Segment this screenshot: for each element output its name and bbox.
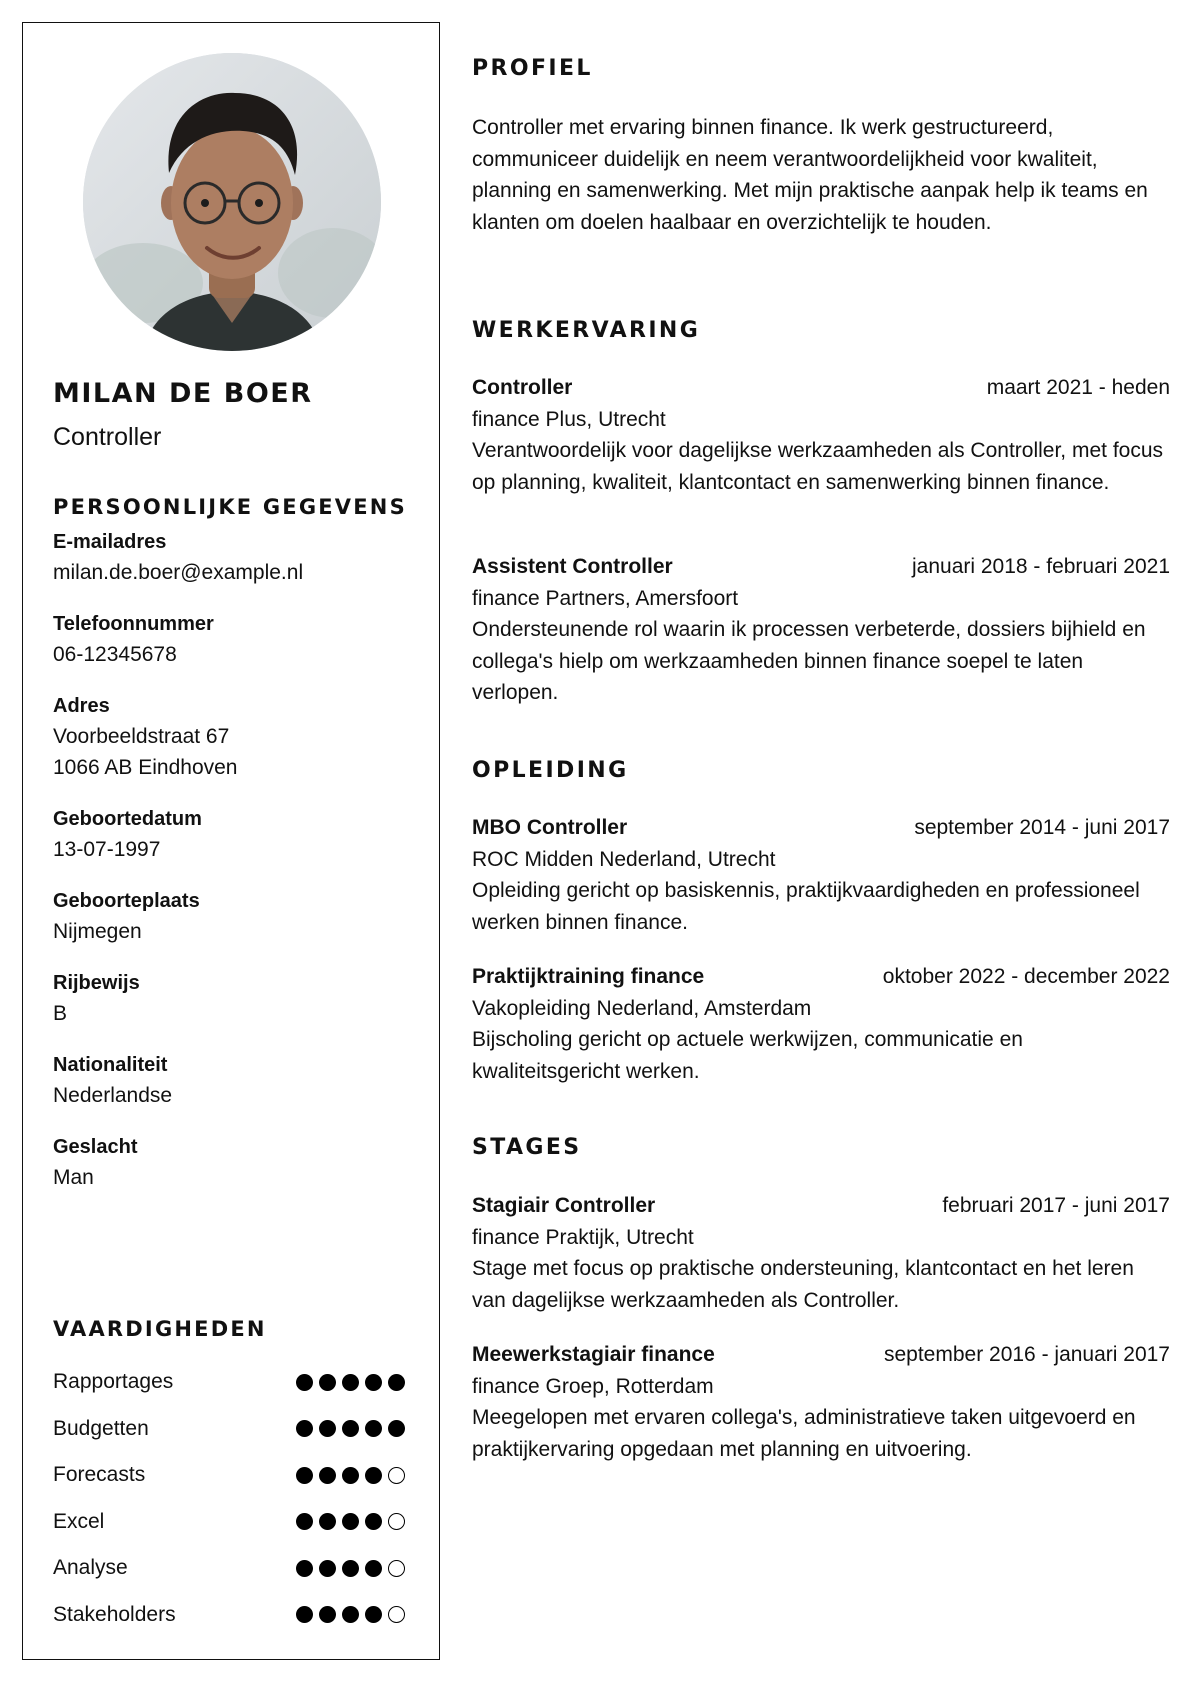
internships-heading: STAGES <box>472 1135 582 1160</box>
skills-heading: VAARDIGHEDEN <box>53 1317 267 1341</box>
skills-list <box>53 1359 405 1638</box>
education-heading: OPLEIDING <box>472 758 629 783</box>
profile-text: Controller met ervaring binnen finance. Ik werk gestructureerd, communiceer duidelijk en neem verantwoordelijkheid voor kwaliteit, planning en samenwerking. Met mijn praktische aanpak help ik teams en klanten om doelen haalbaar en overzichtelijk te houden. <box>472 116 1148 234</box>
rating-dot-filled <box>342 1420 359 1437</box>
detail-label: Geboorteplaats <box>53 890 200 912</box>
email-value: milan.de.boer@example.nl <box>53 561 304 584</box>
skill-name: Rapportages <box>53 1370 174 1394</box>
candidate-name: MILAN DE BOER <box>53 378 313 409</box>
education-entry <box>472 812 1170 938</box>
detail-label: Geslacht <box>53 1136 138 1158</box>
personal-details-heading: PERSOONLIJKE GEGEVENS <box>53 495 407 519</box>
entry-organization: Vakopleiding Nederland, Amsterdam <box>472 996 812 1020</box>
entry-title: Assistent Controller <box>472 555 673 578</box>
personal-detail-phone <box>53 609 423 670</box>
rating-dot-filled <box>388 1374 405 1391</box>
entry-title: Stagiair Controller <box>472 1194 656 1217</box>
rating-dot-filled <box>296 1420 313 1437</box>
skill-row <box>53 1452 405 1499</box>
entry-dates: september 2016 - januari 2017 <box>883 1343 1170 1366</box>
address-street: Voorbeeldstraat 67 <box>53 725 230 748</box>
profile-heading: PROFIEL <box>472 56 593 81</box>
birthdate-value: 13-07-1997 <box>53 838 161 861</box>
skill-rating <box>296 1374 405 1391</box>
skill-name: Forecasts <box>53 1463 146 1487</box>
candidate-role: Controller <box>53 423 162 451</box>
personal-detail-address <box>53 691 423 783</box>
skill-name: Analyse <box>53 1556 128 1580</box>
nationality-value: Nederlandse <box>53 1084 173 1107</box>
skill-name: Stakeholders <box>53 1602 176 1626</box>
birthplace-value: Nijmegen <box>53 920 142 943</box>
skill-row <box>53 1406 405 1453</box>
entry-title: Praktijktraining finance <box>472 965 705 988</box>
detail-label: Nationaliteit <box>53 1054 168 1076</box>
rating-dot-filled <box>319 1467 336 1484</box>
rating-dot-filled <box>319 1606 336 1623</box>
profile-photo <box>83 53 381 351</box>
personal-detail-license <box>53 968 423 1029</box>
rating-dot-filled <box>388 1420 405 1437</box>
entry-title: Meewerkstagiair finance <box>472 1343 715 1366</box>
skill-rating <box>296 1420 405 1437</box>
skill-row <box>53 1592 405 1639</box>
personal-detail-email <box>53 527 423 588</box>
work-heading: WERKERVARING <box>472 318 701 343</box>
rating-dot-filled <box>319 1374 336 1391</box>
entry-description: Ondersteunende rol waarin ik processen verbeterde, dossiers bijhield en collega's hielp om werkzaamheden binnen finance soepel te laten verlopen. <box>472 618 1146 705</box>
work-entry <box>472 372 1170 498</box>
rating-dot-filled <box>342 1467 359 1484</box>
detail-label: Telefoonnummer <box>53 613 214 635</box>
skill-rating <box>296 1560 405 1577</box>
rating-dot-filled <box>296 1560 313 1577</box>
detail-label: Adres <box>53 695 110 717</box>
rating-dot-filled <box>296 1606 313 1623</box>
entry-dates: februari 2017 - juni 2017 <box>942 1194 1170 1217</box>
rating-dot-filled <box>365 1513 382 1530</box>
personal-detail-birthdate <box>53 804 423 865</box>
entry-dates: september 2014 - juni 2017 <box>914 816 1170 839</box>
skill-name: Budgetten <box>53 1416 149 1440</box>
rating-dot-filled <box>365 1560 382 1577</box>
personal-detail-birthplace <box>53 886 423 947</box>
rating-dot-filled <box>319 1513 336 1530</box>
rating-dot-filled <box>296 1374 313 1391</box>
entry-description: Meegelopen met ervaren collega's, administratieve taken uitgevoerd en praktijkervaring opgedaan met planning en uitvoering. <box>472 1406 1136 1461</box>
gender-value: Man <box>53 1166 94 1189</box>
skill-name: Excel <box>53 1509 105 1533</box>
personal-detail-gender <box>53 1132 423 1193</box>
skill-rating <box>296 1606 405 1623</box>
rating-dot-filled <box>319 1420 336 1437</box>
phone-value: 06-12345678 <box>53 643 177 666</box>
entry-title: MBO Controller <box>472 816 628 839</box>
rating-dot-filled <box>342 1606 359 1623</box>
entry-description: Opleiding gericht op basiskennis, praktijkvaardigheden en professioneel werken binnen finance. <box>472 879 1140 934</box>
entry-organization: finance Groep, Rotterdam <box>472 1374 714 1398</box>
entry-organization: finance Plus, Utrecht <box>472 407 666 431</box>
entry-organization: finance Praktijk, Utrecht <box>472 1225 694 1249</box>
skill-rating <box>296 1513 405 1530</box>
entry-dates: maart 2021 - heden <box>986 376 1170 399</box>
profile-photo-illustration <box>83 53 381 351</box>
skill-rating <box>296 1467 405 1484</box>
rating-dot-filled <box>365 1420 382 1437</box>
rating-dot-empty <box>388 1513 405 1530</box>
entry-description: Stage met focus op praktische ondersteuning, klantcontact en het leren van dagelijkse werkzaamheden als Controller. <box>472 1257 1134 1312</box>
personal-detail-nationality <box>53 1050 423 1111</box>
work-entry <box>472 551 1170 709</box>
skill-row <box>53 1545 405 1592</box>
rating-dot-empty <box>388 1606 405 1623</box>
personal-details-list <box>53 527 423 1214</box>
skill-row <box>53 1359 405 1406</box>
entry-organization: ROC Midden Nederland, Utrecht <box>472 847 776 871</box>
entry-description: Bijscholing gericht op actuele werkwijzen, communicatie en kwaliteitsgericht werken. <box>472 1028 1023 1083</box>
detail-label: Rijbewijs <box>53 972 140 994</box>
rating-dot-filled <box>365 1606 382 1623</box>
education-entry <box>472 961 1170 1087</box>
rating-dot-filled <box>319 1560 336 1577</box>
skill-row <box>53 1499 405 1546</box>
detail-label: Geboortedatum <box>53 808 202 830</box>
internship-entry <box>472 1190 1170 1316</box>
rating-dot-empty <box>388 1467 405 1484</box>
rating-dot-filled <box>342 1374 359 1391</box>
rating-dot-filled <box>342 1513 359 1530</box>
rating-dot-filled <box>296 1467 313 1484</box>
rating-dot-filled <box>296 1513 313 1530</box>
rating-dot-filled <box>365 1467 382 1484</box>
entry-title: Controller <box>472 376 573 399</box>
entry-organization: finance Partners, Amersfoort <box>472 586 739 610</box>
rating-dot-empty <box>388 1560 405 1577</box>
entry-description: Verantwoordelijk voor dagelijkse werkzaamheden als Controller, met focus op planning, kwaliteit, klantcontact en samenwerking binnen finance. <box>472 439 1164 494</box>
rating-dot-filled <box>365 1374 382 1391</box>
sidebar <box>22 22 440 1660</box>
address-city: 1066 AB Eindhoven <box>53 756 238 779</box>
entry-dates: oktober 2022 - december 2022 <box>882 965 1170 988</box>
license-value: B <box>53 1002 68 1025</box>
rating-dot-filled <box>342 1560 359 1577</box>
internship-entry <box>472 1339 1170 1465</box>
entry-dates: januari 2018 - februari 2021 <box>911 555 1170 578</box>
detail-label: E-mailadres <box>53 531 167 553</box>
